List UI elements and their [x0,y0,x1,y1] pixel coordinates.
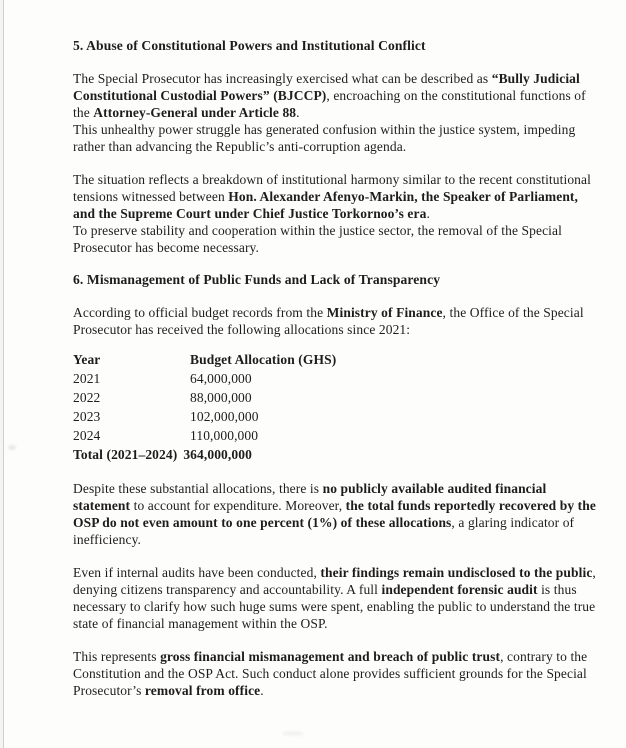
text-run: Despite these substantial allocations, there is [73,481,323,496]
table-header-row-label: Year [73,352,101,367]
text-run: To preserve stability and cooperation within the justice sector, the removal of the Special Prosecutor has become necessary. [73,223,562,255]
document-body [73,37,597,699]
scan-smudge [282,731,304,736]
table-row-label: 2023 [73,409,101,424]
text-run: The situation reflects a breakdown of institutional harmony similar to the recent constitutional tensions witnessed between [73,172,591,204]
text-run: This unhealthy power struggle has generated confusion within the justice system, impeding rather than advancing the Republic’s anti-corruption agenda. [73,122,576,154]
table-row [73,407,597,426]
bold-text-run: independent forensic audit [381,582,538,597]
section-heading-6: 6. Mismanagement of Public Funds and Lack of Transparency [73,272,441,287]
text-run: , a glaring indicator of inefficiency. [73,515,575,547]
text-run: Even if internal audits have been conducted, [73,565,321,580]
paragraph-budget-records [73,304,597,338]
table-row-value: 102,000,000 [190,409,259,424]
text-run: , contrary to the Constitution and the OSP Act. Such conduct alone provides sufficient grounds for the Special Prosecutor’s [73,649,588,698]
bold-text-run: Hon. Alexander Afenyo-Markin, the Speaker of Parliament, and the Supreme Court under Chief Justice Torkornoo’s era [73,189,579,221]
table-row-label: 2022 [73,390,101,405]
text-run: , the Office of the Special Prosecutor has received the following allocations since 2021: [73,305,584,337]
text-run: , encroaching on the constitutional functions of the [73,88,586,120]
table-row [73,388,597,407]
text-run: The Special Prosecutor has increasingly exercised what can be described as [73,71,492,86]
bold-text-run: their findings remain undisclosed to the public [320,565,593,580]
bold-text-run: Ministry of Finance [326,305,443,320]
table-row-value: 88,000,000 [190,390,252,405]
scan-edge-strip [0,0,4,748]
section-heading-5: 5. Abuse of Constitutional Powers and Institutional Conflict [73,38,426,53]
bold-text-run: no publicly available audited financial statement [73,481,547,513]
text-run: . [260,683,264,698]
bold-text-run: gross financial mismanagement and breach of public trust [160,649,501,664]
text-run: According to official budget records from the [73,305,327,320]
paragraph-bjccp [73,70,597,155]
scan-smudge [8,445,16,450]
table-row-value: 64,000,000 [190,371,252,386]
paragraph-institutional-harmony [73,171,597,256]
paragraph-gross-mismanagement [73,648,597,699]
bold-text-run: removal from office [144,683,261,698]
table-header-row-value: Budget Allocation (GHS) [190,352,337,367]
table-total-row-label: Total (2021–2024) [73,447,178,462]
paragraph-no-audited-statement [73,480,597,548]
table-total-row [73,445,597,464]
text-run: . [426,206,430,221]
bold-text-run: “Bully Judicial Constitutional Custodial Powers” (BJCCP) [73,71,580,103]
text-run: . [296,105,300,120]
bold-text-run: Attorney-General under Article 88 [93,105,297,120]
table-row-value: 110,000,000 [190,428,259,443]
text-run: This represents [73,649,161,664]
text-run: is thus necessary to clarify how such huge sums were spent, enabling the public to understand the true state of financial management within the OSP. [73,582,596,631]
table-row-label: 2021 [73,371,101,386]
table-total-row-value: 364,000,000 [183,447,252,462]
paragraph-internal-audits [73,564,597,632]
table-row [73,369,597,388]
table-row-label: 2024 [73,428,101,443]
text-run: to account for expenditure. Moreover, [130,498,346,513]
text-run: , denying citizens transparency and accountability. A full [73,565,596,597]
budget-allocation-table [73,350,597,464]
table-row [73,426,597,445]
table-header-row [73,350,597,369]
bold-text-run: the total funds reportedly recovered by the OSP do not even amount to one percent (1%) of these allocations [73,498,596,530]
